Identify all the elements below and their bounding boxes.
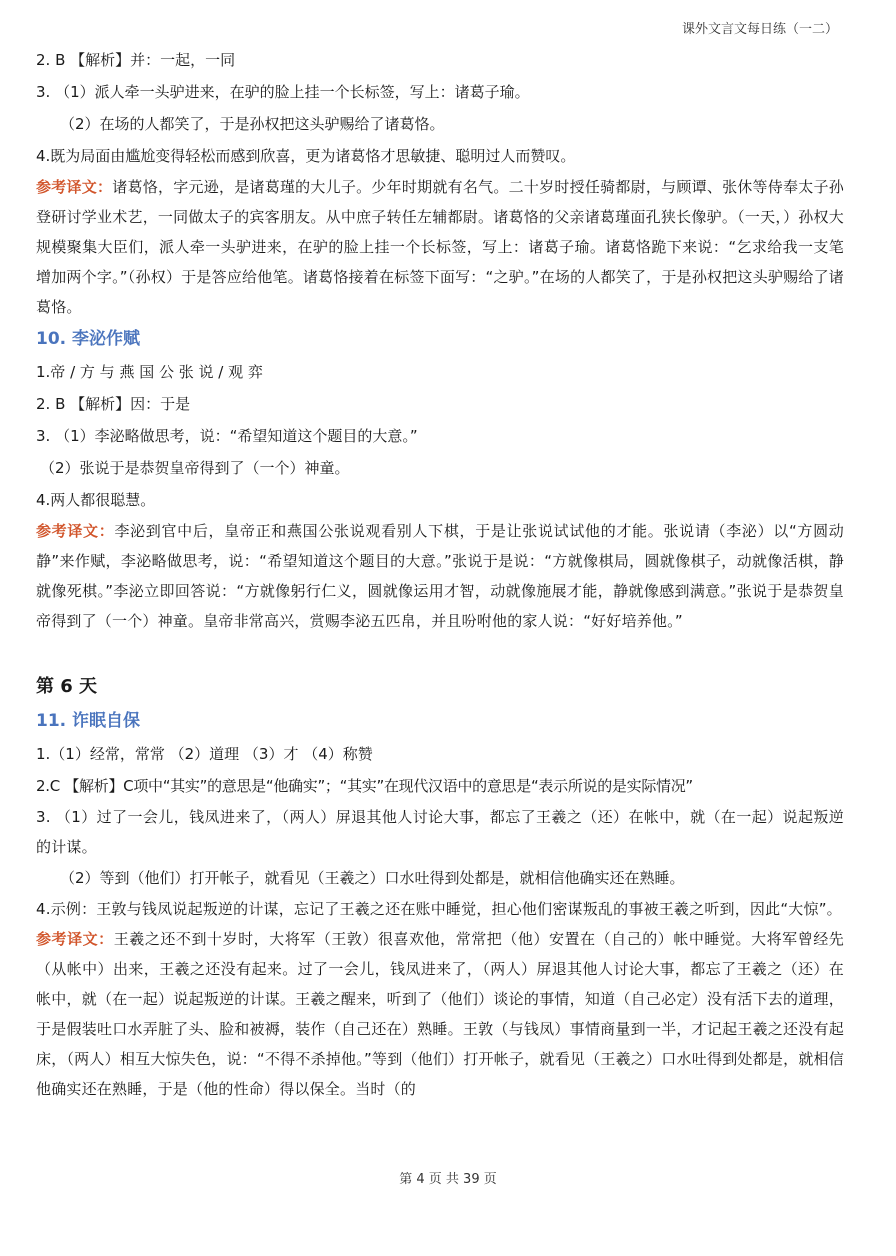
running-header: 课外文言文每日练（一二） — [681, 22, 838, 37]
reference-translation-10 — [36, 516, 844, 636]
reference-label: 参考译文： — [36, 178, 113, 196]
s10-answer-3-1: 3. （1）李泌略做思考，说：“希望知道这个题目的大意。” — [36, 427, 418, 445]
reference-label: 参考译文： — [36, 930, 114, 948]
page-content — [36, 44, 844, 1104]
reference-translation-11 — [36, 924, 844, 1104]
reference-text: 诸葛恪，字元逊，是诸葛瑾的大儿子。少年时期就有名气。二十岁时授任骑都尉，与顾谭、张休等侍奉太子孙登研讨学业术艺，一同做太子的宾客朋友。从中庶子转任左辅都尉。诸葛恪的父亲诸葛瑾面孔狭长像驴。（一天，）孙权大规模聚集大臣们，派人牵一头驴进来，在驴的脸上挂一个长标签，写上：诸葛子瑜。诸葛恪跪下来说：“乞求给我一支笔增加两个字。”（孙权）于是答应给他笔。诸葛恪接着在标签下面写：“之驴。”在场的人都笑了，于是孙权把这头驴赐给了诸葛恪。 — [36, 178, 844, 316]
answer-3-2: （2）在场的人都笑了，于是孙权把这头驴赐给了诸葛恪。 — [60, 115, 445, 133]
answer-4: 4.既为局面由尴尬变得轻松而感到欣喜，更为诸葛恪才思敏捷、聪明过人而赞叹。 — [36, 147, 576, 165]
reference-label: 参考译文： — [36, 522, 115, 540]
s11-answer-2: 2.C 【解析】C项中“其实”的意思是“他确实”；“其实”在现代汉语中的意思是“表示所说的是实际情况” — [36, 777, 693, 795]
s11-answer-1: 1.（1）经常，常常 （2）道理 （3）才 （4）称赞 — [36, 745, 373, 763]
reference-translation-9 — [36, 172, 844, 322]
s11-answer-3-2: （2）等到（他们）打开帐子，就看见（王羲之）口水吐得到处都是，就相信他确实还在熟睡。 — [60, 869, 685, 887]
answer-2: 2. B 【解析】并：一起，一同 — [36, 51, 236, 69]
answer-3-1: 3. （1）派人牵一头驴进来，在驴的脸上挂一个长标签，写上：诸葛子瑜。 — [36, 83, 530, 101]
s10-answer-2: 2. B 【解析】因：于是 — [36, 395, 191, 413]
page-number: 第 4 页 共 39 页 — [399, 1172, 497, 1187]
s11-answer-4: 4.示例：王敦与钱凤说起叛逆的计谋，忘记了王羲之还在账中睡觉，担心他们密谋叛乱的事被王羲之听到，因此“大惊”。 — [36, 900, 842, 918]
reference-text: 李泌到官中后，皇帝正和燕国公张说观看别人下棋，于是让张说试试他的才能。张说请（李泌）以“方圆动静”来作赋，李泌略做思考，说：“希望知道这个题目的大意。”张说于是说：“方就像棋局，圆就像棋子，动就像活棋，静就像死棋。”李泌立即回答说：“方就像躬行仁义，圆就像运用才智，动就像施展才能，静就像感到满意。”张说于是恭贺皇帝得到了（一个）神童。皇帝非常高兴，赏赐李泌五匹帛，并且吩咐他的家人说：“好好培养他。” — [36, 522, 844, 630]
reference-text: 王羲之还不到十岁时，大将军（王敦）很喜欢他，常常把（他）安置在（自己的）帐中睡觉。大将军曾经先（从帐中）出来，王羲之还没有起来。过了一会儿，钱凤进来了，（两人）屏退其他人讨论大事，都忘了王羲之（还）在帐中，就（在一起）说起叛逆的计谋。王羲之醒来，听到了（他们）谈论的事情，知道（自己必定）没有活下去的道理，于是假装吐口水弄脏了头、脸和被褥，装作（自己还在）熟睡。王敦（与钱凤）事情商量到一半，才记起王羲之还没有起床，（两人）相互大惊失色，说：“不得不杀掉他。”等到（他们）打开帐子，就看见（王羲之）口水吐得到处都是，就相信他确实还在熟睡，于是（他的性命）得以保全。当时（的 — [36, 930, 844, 1098]
section-title-10: 10. 李泌作赋 — [36, 329, 141, 349]
day-heading: 第 6 天 — [36, 676, 98, 697]
section-title-11: 11. 诈眠自保 — [36, 711, 141, 731]
s11-answer-3-1: 3. （1）过了一会儿，钱凤进来了，（两人）屏退其他人讨论大事，都忘了王羲之（还）在帐中，就（在一起）说起叛逆的计谋。 — [36, 808, 844, 856]
s10-answer-1: 1.帝 / 方 与 燕 国 公 张 说 / 观 弈 — [36, 363, 263, 381]
s10-answer-3-2: （2）张说于是恭贺皇帝得到了（一个）神童。 — [40, 459, 350, 477]
s10-answer-4: 4.两人都很聪慧。 — [36, 491, 156, 509]
